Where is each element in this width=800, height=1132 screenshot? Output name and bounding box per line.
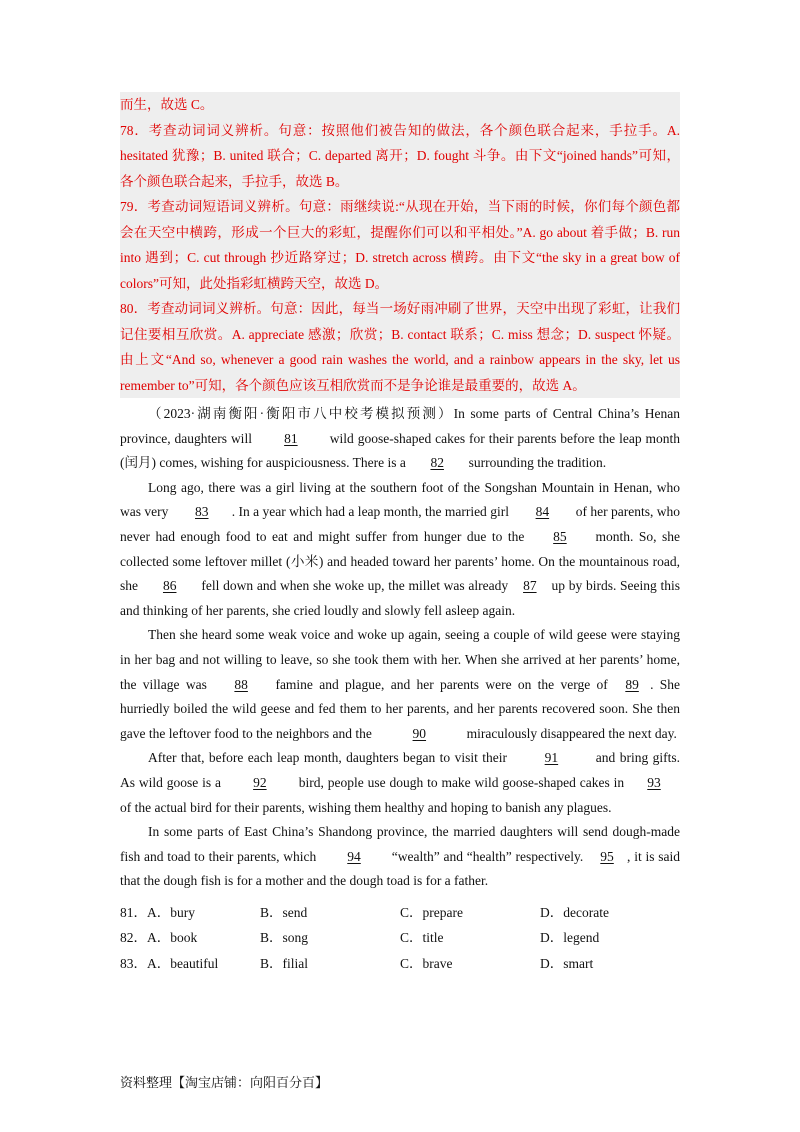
question-number: 83． [120,955,147,971]
answer-80: 80．考查动词词义辨析。句意：因此，每当一场好雨冲刷了世界，天空中出现了彩虹，让我们记住要相互欣赏。A. appreciate 感激；欣赏；B. contact 联系；C. miss 想念；D. suspect 怀疑。由上文“And so, whenever a good rain washes the world, and a rainbow appears in the sky, let us remember to”可知，各个颜色应该互相欣赏而不是争论谁是最重要的，故选 A。 [120,301,680,393]
blank-94[interactable]: 94 [347,848,361,864]
option-d[interactable]: D．decorate [540,904,609,920]
option-d[interactable]: D．legend [540,930,600,946]
blank-84[interactable]: 84 [535,504,550,520]
answer-77-tail: 而生，故选 C。 [120,97,214,112]
option-a[interactable]: A．beautiful [147,955,219,971]
option-b[interactable]: B．filial [260,955,308,971]
question-81-row [120,898,680,924]
blank-90[interactable]: 90 [412,725,427,741]
option-c[interactable]: C．title [400,930,444,946]
blank-86[interactable]: 86 [162,578,177,594]
option-c[interactable]: C．prepare [400,904,463,920]
blank-85[interactable]: 85 [553,528,567,544]
question-82-row [120,923,680,949]
cloze-passage [120,402,680,894]
option-b[interactable]: B．song [260,930,309,946]
option-d[interactable]: D．smart [540,955,594,971]
blank-89[interactable]: 89 [625,676,639,692]
blank-92[interactable]: 92 [253,774,267,790]
blank-95[interactable]: 95 [600,848,614,864]
question-83-row [120,949,680,975]
passage-paragraph-1: （2023·湖南衡阳·衡阳市八中校考模拟预测）In some parts of Central China’s Henan province, daughters will 81 wild goose-shaped cakes for their parents before the leap month (闰月) comes, wishing for auspiciousness. There is a 82 surrounding the tradition. [120,402,680,476]
blank-93[interactable]: 93 [647,774,661,790]
passage-paragraph-2: Long ago, there was a girl living at the southern foot of the Songshan Mountain in Henan, who was very 83 . In a year which had a leap month, the married girl 84 of her parents, who never had enough food to eat and might suffer from hunger due to the 85 month. So, she collected some leftover millet (小米) and headed toward her parents’ home. On the mountainous road, she 86 fell down and when she woke up, the millet was already 87 up by birds. Seeing this and thinking of her parents, she cried loudly and slowly fell asleep again. [120,479,680,618]
page-footer: 资料整理【淘宝店铺：向阳百分百】 [120,1076,329,1091]
blank-82[interactable]: 82 [430,455,444,471]
passage-paragraph-3: Then she heard some weak voice and woke up again, seeing a couple of wild geese were staying in her bag and not willing to leave, so she took them with her. When she arrived at her parents’ home, the village was 88 famine and plague, and her parents were on the verge of 89 . She hurriedly boiled the wild geese and fed them to her parents, and her parents recovered soon. She then gave the leftover food to the neighbors and the 90 miraculously disappeared the next day. [120,623,680,746]
option-b[interactable]: B．send [260,904,308,920]
answer-78: 78．考查动词词义辨析。句意：按照他们被告知的做法，各个颜色联合起来，手拉手。A. hesitated 犹豫；B. united 联合；C. departed 离开；D. fought 斗争。由下文“joined hands”可知，各个颜色联合起来，手拉手，故选 B。 [120,122,680,189]
option-a[interactable]: A．book [147,930,198,946]
passage-paragraph-5: In some parts of East China’s Shandong province, the married daughters will send dough-made fish and toad to their parents, which 94 “wealth” and “health” respectively. 95 , it is said that the dough fish is for a mother and the dough toad is for a father. [120,824,680,889]
answer-explanations [120,92,680,398]
passage-paragraph-4: After that, before each leap month, daughters began to visit their 91 and bring gifts. As wild goose is a 92 bird, people use dough to make wild goose-shaped cakes in 93 of the actual bird for their parents, wishing them healthy and hoping to banish any plagues. [120,746,680,820]
question-number: 81． [120,904,147,920]
blank-83[interactable]: 83 [195,504,209,520]
question-options [120,898,680,975]
page-content [120,92,680,974]
blank-91[interactable]: 91 [544,750,559,766]
answer-79: 79．考查动词短语词义辨析。句意：雨继续说:“从现在开始，当下雨的时候，你们每个颜色都会在天空中横跨，形成一个巨大的彩虹，提醒你们可以和平相处。”A. go about 着手做；B. run into 遇到；C. cut through 抄近路穿过；D. stretch across 横跨。由下文“the sky in a great bow of colors”可知，此处指彩虹横跨天空，故选 D。 [120,199,680,291]
blank-88[interactable]: 88 [234,676,248,692]
blank-81[interactable]: 81 [284,430,298,446]
question-number: 82． [120,930,147,946]
option-a[interactable]: A．bury [147,904,195,920]
blank-87[interactable]: 87 [523,578,537,594]
option-c[interactable]: C．brave [400,955,453,971]
